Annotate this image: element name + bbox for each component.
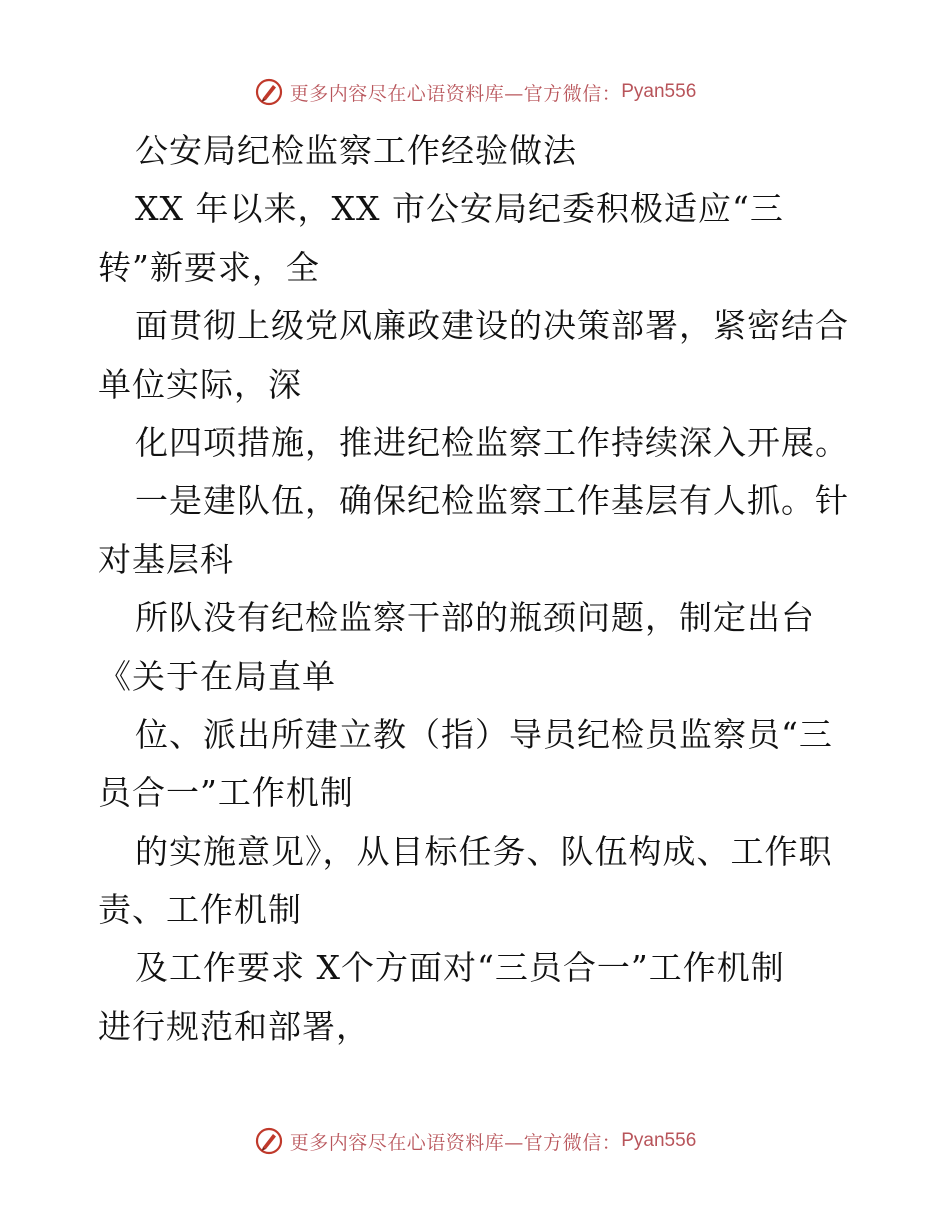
paragraph-line: 位、派出所建立教（指）导员纪检员监察员“三 — [135, 714, 833, 754]
paragraph-line: 的实施意见》，从目标任务、队伍构成、工作职 — [135, 831, 833, 871]
paragraph-line: 员合一”工作机制 — [98, 773, 354, 813]
paragraph-line: 及工作要求 X个方面对“三员合一”工作机制 — [135, 948, 785, 988]
paragraph-line: 面贯彻上级党风廉政建设的决策部署，紧密结合 — [135, 306, 849, 346]
document-title: 公安局纪检监察工作经验做法 — [135, 131, 577, 170]
header-watermark-banner — [0, 72, 950, 112]
paragraph-line: 转”新要求，全 — [98, 247, 320, 287]
paragraph-line: 单位实际，深 — [98, 364, 302, 404]
paragraph-line: 进行规范和部署， — [98, 1006, 370, 1046]
paragraph-line: 责、工作机制 — [98, 890, 302, 930]
pen-logo-icon — [254, 77, 284, 107]
footer-banner-wechat-id: Pyan556 — [621, 1130, 697, 1151]
footer-watermark-banner — [0, 1121, 950, 1161]
document-body — [98, 122, 858, 1056]
footer-banner-text: 更多内容尽在心语资料库—官方微信： — [289, 1131, 622, 1154]
paragraph-line: 对基层科 — [98, 539, 234, 579]
paragraph-line: XX 年以来，XX 市公安局纪委积极适应“三 — [135, 189, 784, 229]
paragraph-line: 《关于在局直单 — [98, 656, 336, 696]
paragraph-line: 所队没有纪检监察干部的瓶颈问题，制定出台 — [135, 598, 815, 638]
pen-logo-icon — [254, 1126, 284, 1156]
header-banner-text: 更多内容尽在心语资料库—官方微信： — [289, 82, 622, 105]
paragraph-line: 一是建队伍，确保纪检监察工作基层有人抓。针 — [135, 481, 849, 521]
paragraph-line: 化四项措施，推进纪检监察工作持续深入开展。 — [135, 422, 849, 462]
header-banner-wechat-id: Pyan556 — [621, 81, 697, 102]
